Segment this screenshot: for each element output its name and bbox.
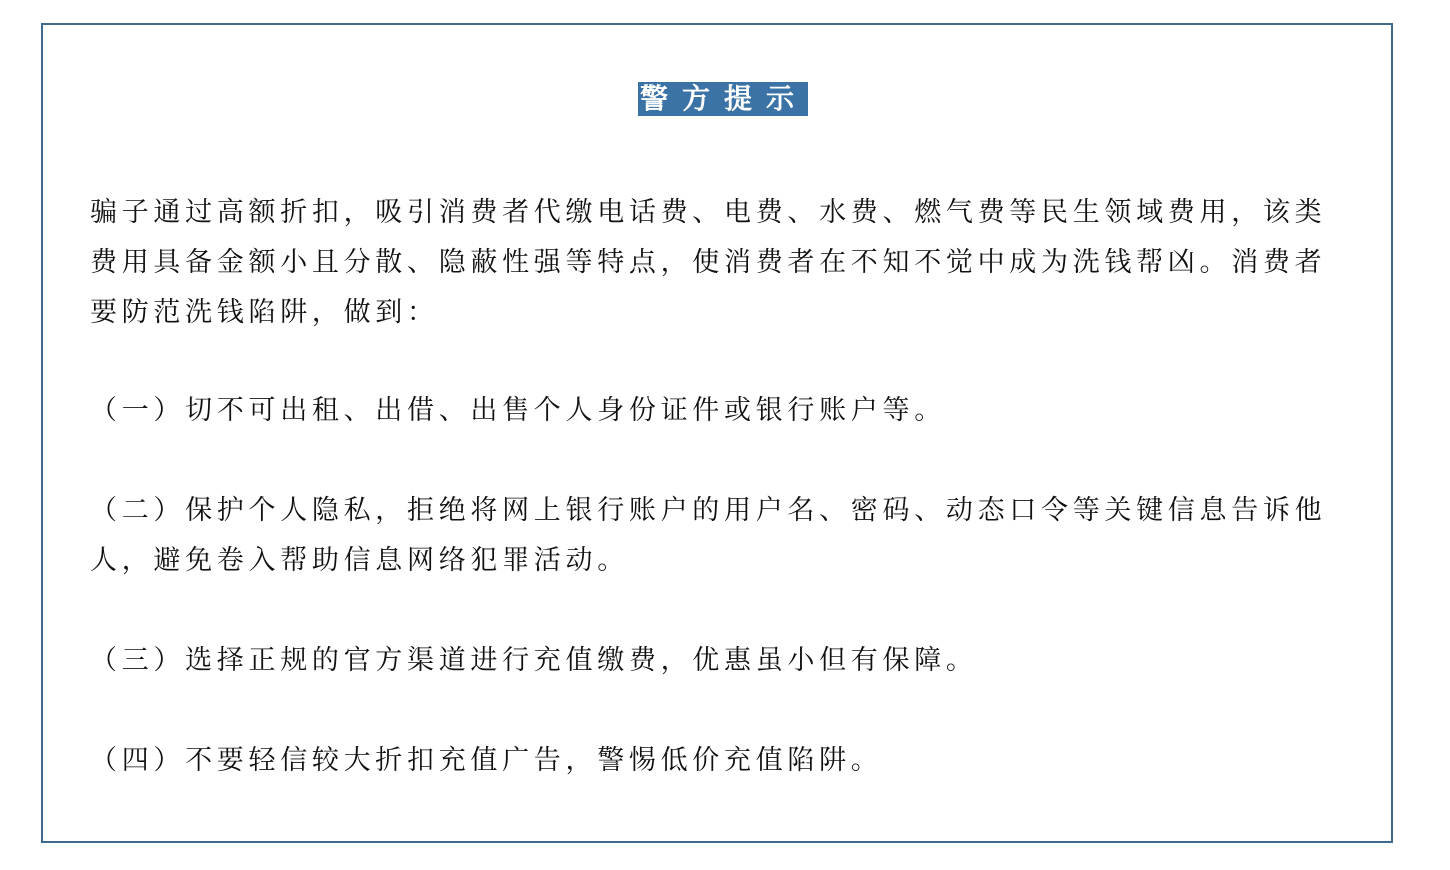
notice-title: 警方提示 bbox=[639, 82, 808, 115]
tip-item-4: （四）不要轻信较大折扣充值广告，警惕低价充值陷阱。 bbox=[90, 745, 883, 776]
tip-item-2: （二）保护个人隐私，拒绝将网上银行账户的用户名、密码、动态口令等关键信息告诉他人，避免卷入帮助信息网络犯罪活动。 bbox=[90, 495, 1327, 576]
intro-paragraph: 骗子通过高额折扣，吸引消费者代缴电话费、电费、水费、燃气费等民生领域费用，该类费用具备金额小且分散、隐蔽性强等特点，使消费者在不知不觉中成为洗钱帮凶。消费者要防范洗钱陷阱，做到： bbox=[90, 197, 1327, 328]
tip-item-3: （三）选择正规的官方渠道进行充值缴费，优惠虽小但有保障。 bbox=[90, 645, 978, 676]
tip-item-1: （一）切不可出租、出借、出售个人身份证件或银行账户等。 bbox=[90, 395, 946, 426]
police-notice-box bbox=[41, 23, 1393, 843]
title-wrapper bbox=[43, 82, 1391, 116]
